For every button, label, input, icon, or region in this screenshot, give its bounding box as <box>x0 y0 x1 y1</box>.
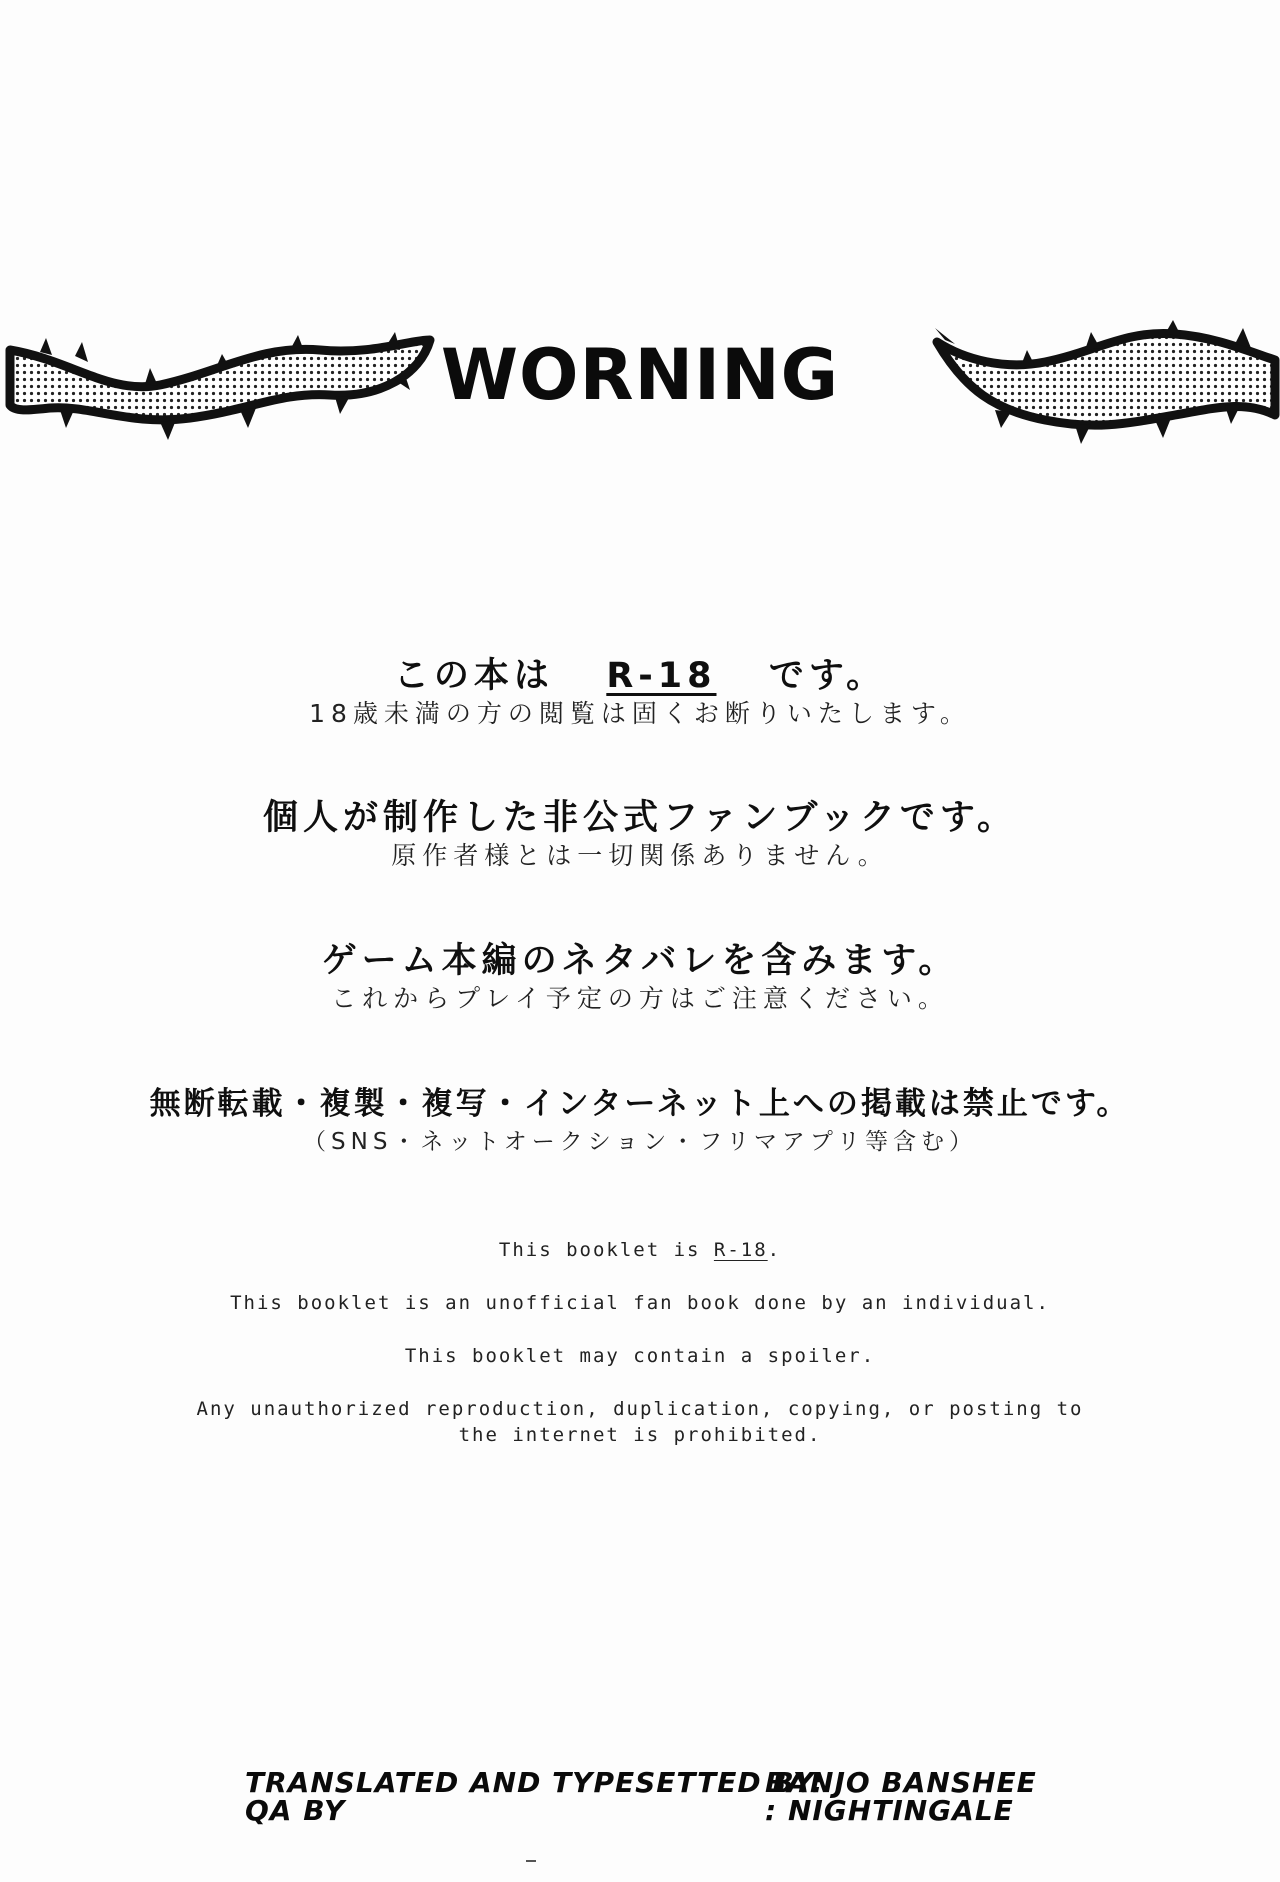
jp-unofficial-heading: 個人が制作した非公式ファンブックです。 <box>262 798 1018 838</box>
jp-rating-value: R-18 <box>606 656 717 696</box>
en-notice-rating <box>0 1237 1280 1264</box>
credit-translation-label: TRANSLATED AND TYPESETTED BY: <box>245 1766 825 1799</box>
page-title: WORNING <box>440 334 840 416</box>
jp-rating-suffix: です。 <box>768 656 887 696</box>
jp-rating-heading <box>0 655 1280 697</box>
jp-spoiler-sub: これからプレイ予定の方はご注意ください。 <box>331 984 949 1013</box>
page-mark <box>526 1860 536 1862</box>
jp-reproduction-sub: （SNS・ネットオークション・フリマアプリ等含む） <box>303 1129 977 1155</box>
jp-notice-spoiler <box>0 940 1280 1016</box>
jp-rating-prefix: この本は <box>393 656 554 696</box>
en-notice-reproduction-1: Any unauthorized reproduction, duplication, copying, or posting to <box>196 1398 1084 1420</box>
jp-rating-sub: 18歳未満の方の閲覧は固くお断りいたします。 <box>309 699 971 728</box>
en-notice-reproduction-2: the internet is prohibited. <box>458 1424 822 1446</box>
jp-unofficial-sub: 原作者様とは一切関係ありません。 <box>391 841 889 870</box>
jp-notice-rating <box>0 655 1280 731</box>
credit-qa-label: QA BY <box>245 1794 346 1827</box>
credit-qa-value: : NIGHTINGALE <box>765 1794 1014 1827</box>
credit-translation-value: BANJO BANSHEE <box>765 1766 1037 1799</box>
jp-spoiler-heading: ゲーム本編のネタバレを含みます。 <box>321 941 959 981</box>
jp-reproduction-heading: 無断転載・複製・複写・インターネット上への掲載は禁止です。 <box>149 1086 1131 1122</box>
en-notice-unofficial: This booklet is an unofficial fan book done by an individual. <box>230 1292 1050 1314</box>
en-rating-suffix: . <box>767 1239 782 1261</box>
en-notice-spoiler: This booklet may contain a spoiler. <box>404 1345 876 1367</box>
jp-notice-unofficial <box>0 797 1280 873</box>
en-rating-prefix: This booklet is <box>498 1239 714 1261</box>
en-rating-value: R-18 <box>713 1239 768 1261</box>
jp-notice-reproduction <box>0 1083 1280 1159</box>
